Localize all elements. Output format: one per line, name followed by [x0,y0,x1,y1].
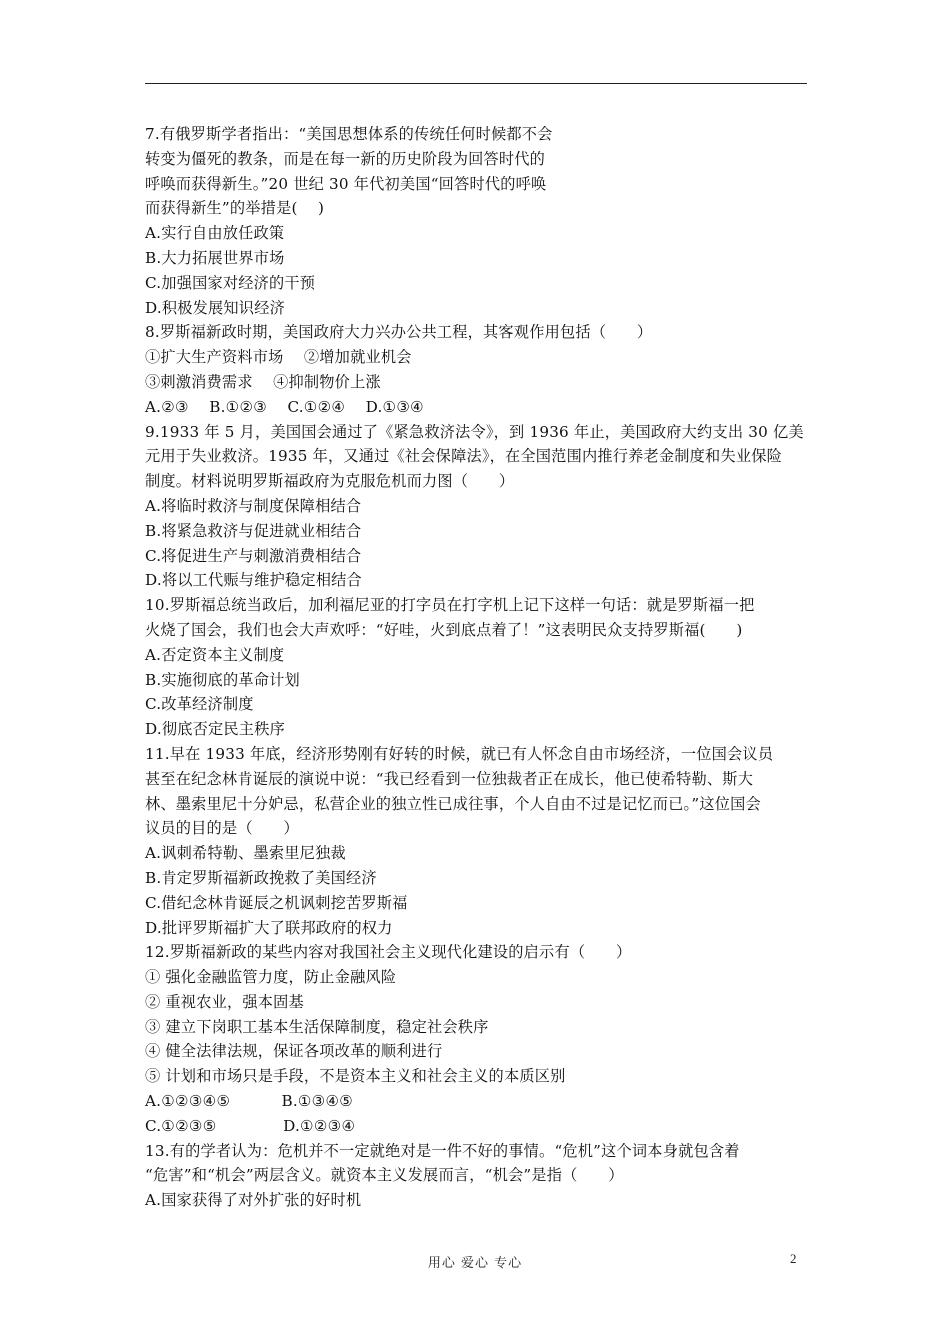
text-line: 7.有俄罗斯学者指出：“美国思想体系的传统任何时候都不会 [145,125,553,143]
option-line: D.批评罗斯福扩大了联邦政府的权力 [145,918,393,937]
text-line: 9.1933 年 5 月，美国国会通过了《紧急救济法令》，到 1936 年止，美国政府大约支出 30 亿美 [145,422,804,441]
text-line: 制度。材料说明罗斯福政府为克服危机而力图（ ） [145,472,515,491]
option-line: C.①②③⑤ D.①②③④ [145,1116,356,1135]
text-line: 火烧了国会，我们也会大声欢呼：“好哇，火到底点着了！”这表明民众支持罗斯福( ) [145,620,743,639]
text-line: ①扩大生产资料市场 ②增加就业机会 [145,348,412,367]
text-line: 林、墨索里尼十分妒忌，私营企业的独立性已成往事，个人自由不过是记忆而已。”这位国会 [145,794,761,813]
option-line: D.将以工代赈与维护稳定相结合 [145,571,362,590]
option-line: C.加强国家对经济的干预 [145,273,316,292]
option-line: D.彻底否定民主秩序 [145,720,285,739]
question-body [145,122,810,1213]
option-line: A.②③ B.①②③ C.①②④ D.①③④ [145,397,424,416]
text-line: 13.有的学者认为：危机并不一定就绝对是一件不好的事情。“危机”这个词本身就包含着 [145,1141,740,1160]
option-line: A.将临时救济与制度保障相结合 [145,496,362,515]
text-line: ① 强化金融监管力度，防止金融风险 [145,968,397,987]
text-line: ④ 健全法律法规，保证各项改革的顺利进行 [145,1042,443,1061]
footer-text: 用心 爱心 专心 [427,1256,523,1271]
option-line: A.否定资本主义制度 [145,645,285,664]
text-line: 转变为僵死的教条，而是在每一新的历史阶段为回答时代的 [145,149,546,168]
option-line: B.实施彻底的革命计划 [145,670,300,689]
text-line: 议员的目的是（ ） [145,819,299,838]
option-line: D.积极发展知识经济 [145,298,285,317]
text-line: 呼唤而获得新生。”20 世纪 30 年代初美国“回答时代的呼唤 [145,174,547,193]
header-rule [145,83,807,84]
option-line: C.借纪念林肯诞辰之机讽刺挖苦罗斯福 [145,893,408,912]
text-line: ③刺激消费需求 ④抑制物价上涨 [145,372,381,391]
text-line: 而获得新生”的举措是( ) [145,199,325,218]
text-line: “危害”和“机会”两层含义。就资本主义发展而言，“机会”是指（ ） [145,1166,624,1185]
option-line: A.讽刺希特勒、墨索里尼独裁 [145,844,346,863]
text-line: 8.罗斯福新政时期，美国政府大力兴办公共工程，其客观作用包括（ ） [145,323,653,342]
text-line: 11.早在 1933 年底，经济形势刚有好转的时候，就已有人怀念自由市场经济，一位国会议员 [145,744,774,763]
option-line: B.大力拓展世界市场 [145,248,285,267]
text-line: 12.罗斯福新政的某些内容对我国社会主义现代化建设的启示有（ ） [145,943,632,962]
option-line: C.改革经济制度 [145,695,254,714]
text-line: 10.罗斯福总统当政后，加利福尼亚的打字员在打字机上记下这样一句话：就是罗斯福一把 [145,596,755,615]
text-line: 甚至在纪念林肯诞辰的演说中说：“我已经看到一位独裁者正在成长，他已使希特勒、斯大 [145,769,754,788]
text-line: ⑤ 计划和市场只是手段，不是资本主义和社会主义的本质区别 [145,1067,566,1086]
option-line: B.肯定罗斯福新政挽救了美国经济 [145,868,377,887]
text-line: 元用于失业救济。1935 年，又通过《社会保障法》，在全国范围内推行养老金制度和失业保险 [145,447,782,466]
option-line: A.①②③④⑤ B.①③④⑤ [145,1092,354,1111]
option-line: C.将促进生产与刺激消费相结合 [145,546,362,565]
option-line: B.将紧急救济与促进就业相结合 [145,521,362,540]
text-line: ② 重视农业，强本固基 [145,992,304,1011]
text-line: ③ 建立下岗职工基本生活保障制度，稳定社会秩序 [145,1017,489,1036]
page-number: 2 [790,1251,797,1266]
option-line: A.实行自由放任政策 [145,224,285,243]
option-line: A.国家获得了对外扩张的好时机 [145,1191,362,1210]
